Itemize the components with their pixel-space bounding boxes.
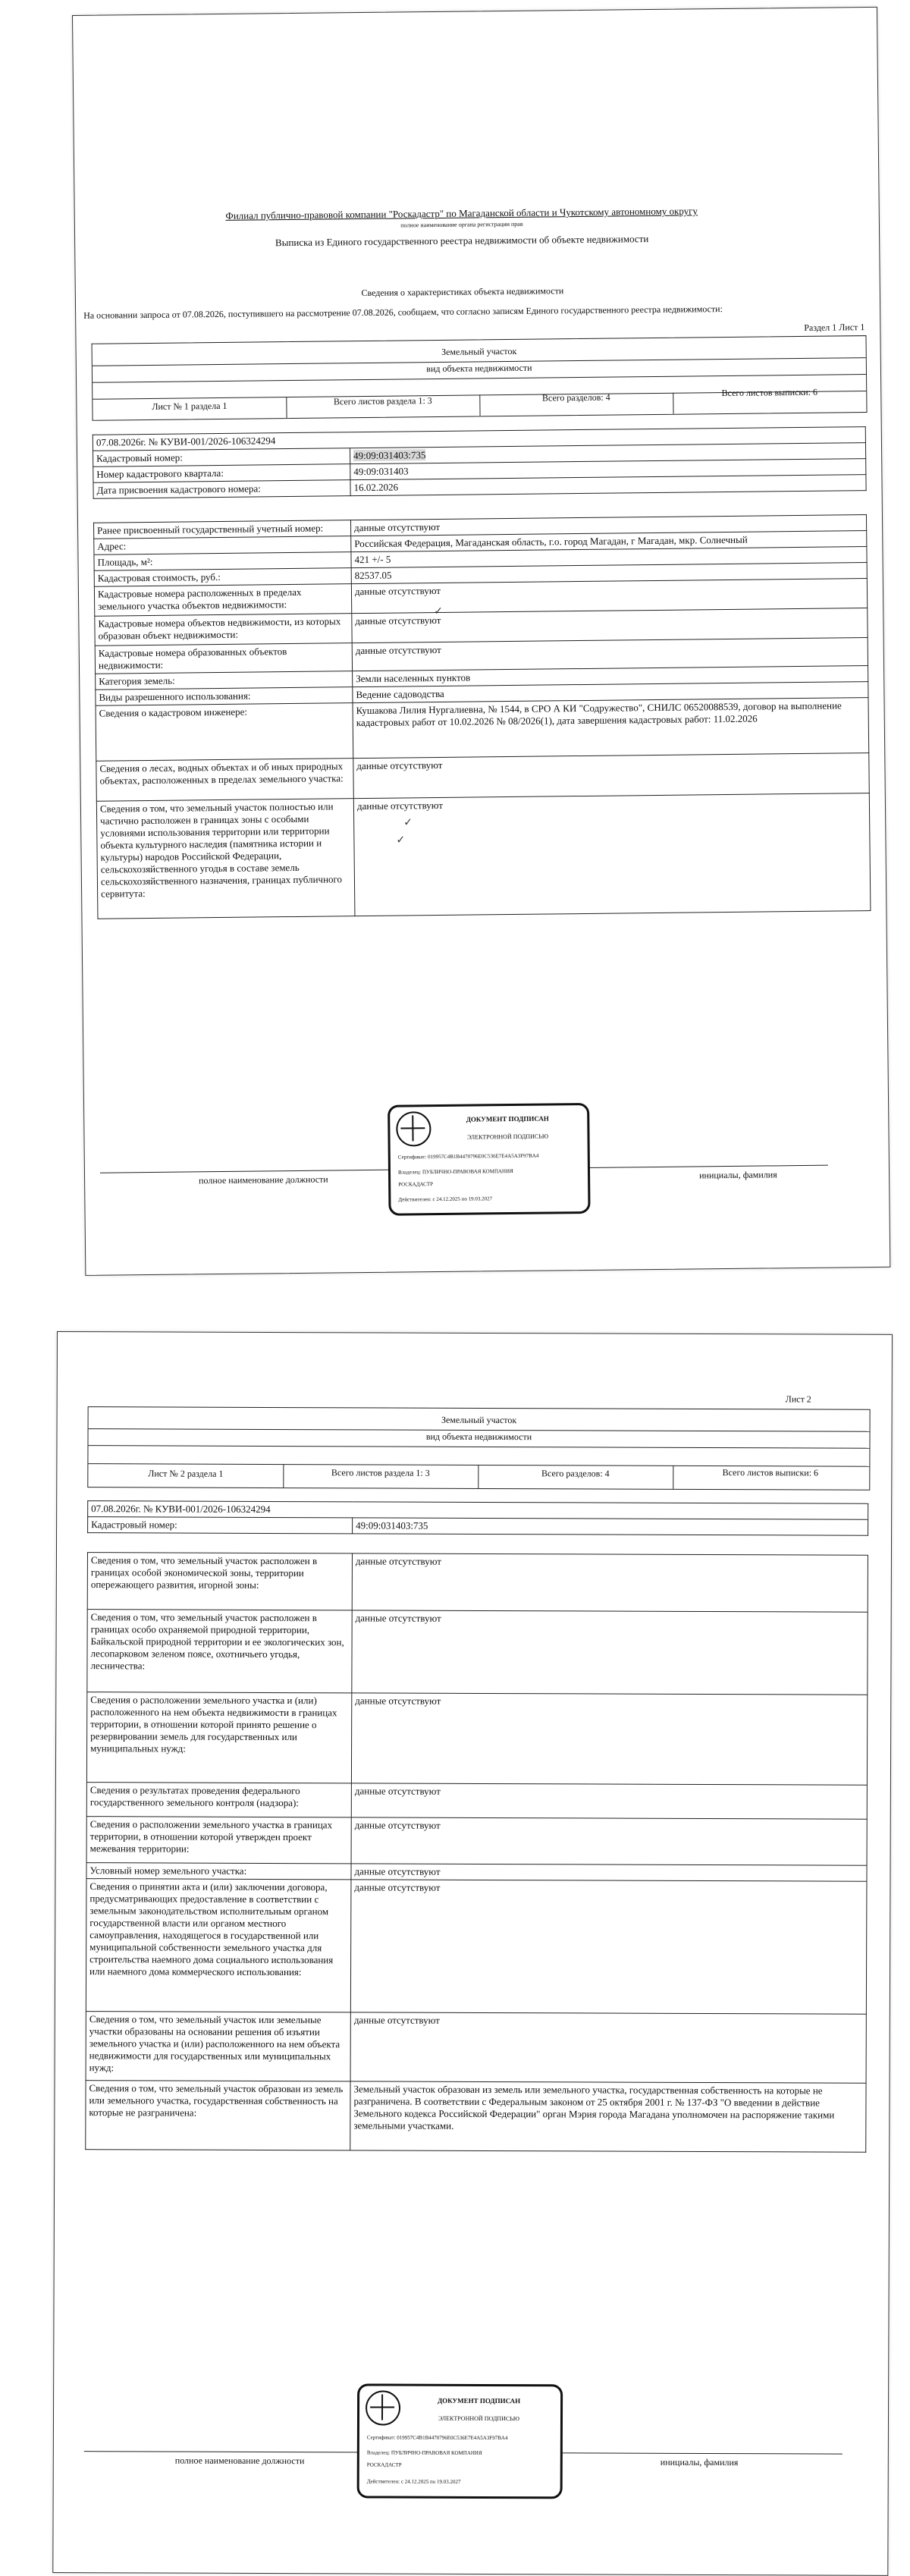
meta-total-sections: Всего разделов: 4	[541, 1468, 610, 1479]
row-label: Сведения о том, что земельный участок полностью или частично расположен в границах зоны с особыми условиями использования территории или территории объекта культурного наследия (памятника истории и культуры) народов Российской Федерации, сельскохозяйственного угодья в составе земель сельскохозяйственного назначения, границах публичного сервитута:	[96, 799, 355, 919]
row-value: данные отсутствуют	[352, 1553, 868, 1612]
row-label: Сведения о том, что земельный участок расположен в границах особо охраняемой природной территории, Байкальской природной территории и ее экологических зон, лесопарковом зеленом поясе, охотничьего угодья, лесничества:	[87, 1610, 352, 1693]
row-label: Кадастровая стоимость, руб.:	[94, 568, 351, 587]
row-value: данные отсутствуют	[351, 1783, 867, 1819]
row-label: Сведения о результатах проведения федерального государственного земельного контроля (надзора):	[86, 1783, 351, 1817]
name-caption: инициалы, фамилия	[698, 1169, 777, 1181]
row-value: Ведение садоводства	[353, 682, 868, 703]
position-caption: полное наименование должности	[199, 1173, 328, 1186]
stamp-subtitle: ЭЛЕКТРОННОЙ ПОДПИСЬЮ	[466, 1132, 549, 1141]
table-row	[96, 698, 869, 762]
request-basis-text: На основании запроса от 07.08.2026, поступившего на рассмотрение 07.08.2026, сообщаем, что согласно записям Единого государственного реестра недвижимости:	[83, 303, 723, 321]
stamp-certificate: Сертификат: 019957C4B1B4470796E0C536E7E4A5A3F97BA4	[397, 1152, 539, 1161]
row-label: Сведения о расположении земельного участка в границах территории, в отношении которой утвержден проект межевания территории:	[86, 1817, 351, 1864]
row-label: Условный номер земельного участка:	[86, 1863, 351, 1880]
object-header-box	[87, 1406, 870, 1491]
row-value: данные отсутствуют	[351, 1864, 867, 1881]
stamp-owner: Владелец: ПУБЛИЧНО-ПРАВОВАЯ КОМПАНИЯ	[397, 1167, 513, 1176]
id-label: Кадастровый номер:	[88, 1517, 353, 1534]
section-title: Сведения о характеристиках объекта недвижимости	[361, 285, 564, 299]
stamp-owner-name: РОСКАДАСТР	[398, 1181, 434, 1188]
characteristics-table	[85, 1552, 868, 2153]
row-label: Сведения о лесах, водных объектах и об иных природных объектах, расположенных в пределах земельного участка:	[96, 759, 354, 802]
meta-total-sheets-section: Всего листов раздела 1: 3	[333, 395, 432, 407]
row-value: Земельный участок образован из земель или земельного участка, государственная собственность на которые не разграничена. В соответствии с Федеральным законом от 25 октября 2001 г. № 137-ФЗ "О введении в действие Земельного кодекса Российской Федерации" орган Мэрия города Магадана уполномочен на распоряжение такими земельными участками.	[350, 2081, 866, 2152]
checkmark-icon: ✓	[434, 605, 444, 618]
document-number: 07.08.2026г. № КУВИ-001/2026-106324294	[93, 427, 865, 451]
meta-total-sheets: Всего листов выписки: 6	[722, 1467, 819, 1478]
position-caption: полное наименование должности	[174, 2455, 305, 2467]
row-value: Российская Федерация, Магаданская область, г.о. город Магадан, г Магадан, мкр. Солнечный	[351, 531, 867, 552]
table-row	[86, 1692, 867, 1786]
row-value: данные отсутствуют	[350, 515, 866, 536]
object-header-box	[92, 335, 868, 421]
sheet-label: Лист 2	[785, 1393, 811, 1405]
row-value: Кушакова Лилия Нургалиевна, № 1544, в СРО А КИ "Содружество", СНИЛС 06520088539, договор на выполнение кадастровых работ от 10.02.2026 № 08/2026(1), дата завершения кадастровых работ: 11.02.2026	[353, 698, 869, 759]
table-row	[96, 793, 871, 919]
meta-total-sections: Всего разделов: 4	[541, 391, 610, 404]
object-type-caption: вид объекта недвижимости	[425, 1431, 532, 1443]
row-value: данные отсутствуют	[350, 2012, 866, 2083]
row-label: Сведения о принятии акта и (или) заключении договора, предусматривающих предоставление в соответствии с земельным законодательством исполнительным органом государственной власти или органом местного самоуправления, находящегося в государственной или муниципальной собственности земельного участка для строительства наемного дома социального использования или наемного дома коммерческого использования:	[86, 1879, 351, 2012]
row-value: данные отсутствуют	[351, 579, 867, 614]
row-label: Кадастровые номера объектов недвижимости, из которых образован объект недвижимости:	[95, 614, 352, 646]
row-value: данные отсутствуют	[352, 1610, 868, 1695]
stamp-validity: Действителен: с 24.12.2025 по 19.03.2027	[398, 1195, 493, 1203]
object-type: Земельный участок	[441, 345, 517, 357]
row-value: 82537.05	[351, 563, 867, 584]
id-label: Дата присвоения кадастрового номера:	[93, 480, 350, 499]
stamp-subtitle: ЭЛЕКТРОННОЙ ПОДПИСЬЮ	[438, 2414, 520, 2423]
checkmark-icon: ✓	[403, 817, 413, 829]
cadastral-number: 49:09:031403:735	[353, 449, 426, 462]
object-type-caption: вид объекта недвижимости	[426, 362, 532, 375]
row-label: Ранее присвоенный государственный учетный номер:	[94, 520, 351, 539]
row-value: данные отсутствуют	[352, 638, 868, 671]
row-label: Виды разрешенного использования:	[96, 687, 353, 706]
table-row	[86, 1783, 867, 1820]
meta-sheet-number: Лист № 2 раздела 1	[148, 1468, 224, 1479]
id-label: Номер кадастрового квартала:	[93, 464, 350, 483]
row-value: данные отсутствуют	[351, 1693, 867, 1785]
characteristics-table	[93, 514, 871, 919]
identification-block	[93, 426, 867, 499]
row-label: Площадь, м²:	[94, 552, 351, 571]
row-value: Земли населенных пунктов	[353, 666, 868, 687]
table-row	[86, 1879, 867, 2015]
row-label: Сведения о кадастровом инженере:	[96, 703, 353, 762]
row-label: Сведения о том, что земельный участок образован из земель или земельного участка, государственная собственность на которые не разграничена:	[86, 2081, 350, 2150]
assignment-date: 16.02.2026	[350, 475, 866, 496]
section-sheet-label: Раздел 1 Лист 1	[804, 322, 865, 333]
table-row	[86, 2081, 866, 2153]
row-value: 421 +/- 5	[351, 547, 867, 568]
stamp-owner-name: РОСКАДАСТР	[366, 2461, 402, 2468]
row-label: Категория земель:	[96, 671, 353, 690]
row-value: данные отсутствуют	[353, 793, 871, 916]
name-caption: инициалы, фамилия	[660, 2456, 739, 2468]
cadastral-quarter: 49:09:031403	[350, 459, 866, 480]
meta-total-sheets: Всего листов выписки: 6	[721, 386, 818, 399]
org-title: Филиал публично-правовой компании "Роскадастр" по Магаданской области и Чукотскому автономному округу	[225, 205, 698, 221]
row-label: Сведения о том, что земельный участок расположен в границах особой экономической зоны, территории опережающего развития, игорной зоны:	[87, 1553, 352, 1610]
electronic-signature-stamp	[357, 2383, 563, 2499]
row-label: Адрес:	[94, 536, 351, 555]
document-number: 07.08.2026г. № КУВИ-001/2026-106324294	[88, 1501, 868, 1520]
stamp-title: ДОКУМЕНТ ПОДПИСАН	[466, 1114, 549, 1123]
object-type: Земельный участок	[441, 1414, 517, 1426]
org-caption: полное наименование органа регистрации прав	[400, 220, 523, 229]
electronic-signature-stamp	[388, 1103, 591, 1216]
identification-block	[87, 1500, 868, 1536]
stamp-title: ДОКУМЕНТ ПОДПИСАН	[437, 2396, 521, 2405]
emblem-icon	[366, 2390, 400, 2425]
row-label: Кадастровые номера образованных объектов недвижимости:	[95, 643, 352, 674]
row-label: Кадастровые номера расположенных в пределах земельного участка объектов недвижимости:	[94, 584, 351, 617]
row-label: Сведения о том, что земельный участок или земельные участки образованы на основании решения об изъятии земельного участка и (или) расположенного на нем объекта недвижимости для государственных или муниципальных нужд:	[86, 2012, 350, 2081]
stamp-certificate: Сертификат: 019957C4B1B4470796E0C536E7E4A5A3F97BA4	[366, 2434, 508, 2442]
table-row	[86, 1817, 867, 1866]
cadastral-number: 49:09:031403:735	[353, 1518, 868, 1535]
stamp-validity: Действителен: с 24.12.2025 по 19.03.2027	[366, 2478, 461, 2485]
row-value: данные отсутствуют	[351, 1817, 867, 1865]
meta-total-sheets-section: Всего листов раздела 1: 3	[331, 1467, 430, 1478]
stamp-owner: Владелец: ПУБЛИЧНО-ПРАВОВАЯ КОМПАНИЯ	[366, 2449, 482, 2456]
row-value: данные отсутствуют	[353, 753, 870, 799]
row-value: данные отсутствуют	[350, 1880, 867, 2014]
table-row	[87, 1553, 868, 1613]
id-label: Кадастровый номер:	[93, 448, 350, 467]
meta-sheet-number: Лист № 1 раздела 1	[152, 400, 228, 412]
emblem-icon	[396, 1111, 431, 1146]
row-value: данные отсутствуют	[352, 608, 868, 643]
table-row	[87, 1610, 868, 1695]
checkmark-icon: ✓	[396, 834, 406, 847]
row-label: Сведения о расположении земельного участка и (или) расположенного на нем объекта недвижимости в границах территории, в отношении которой принято решение о резервировании земель для государственных или муниципальных нужд:	[86, 1692, 351, 1783]
table-row	[86, 2012, 866, 2084]
extract-sheet-1	[72, 7, 890, 1276]
document-title: Выписка из Единого государственного реестра недвижимости об объекте недвижимости	[275, 233, 649, 249]
extract-sheet-2	[52, 1331, 893, 2576]
